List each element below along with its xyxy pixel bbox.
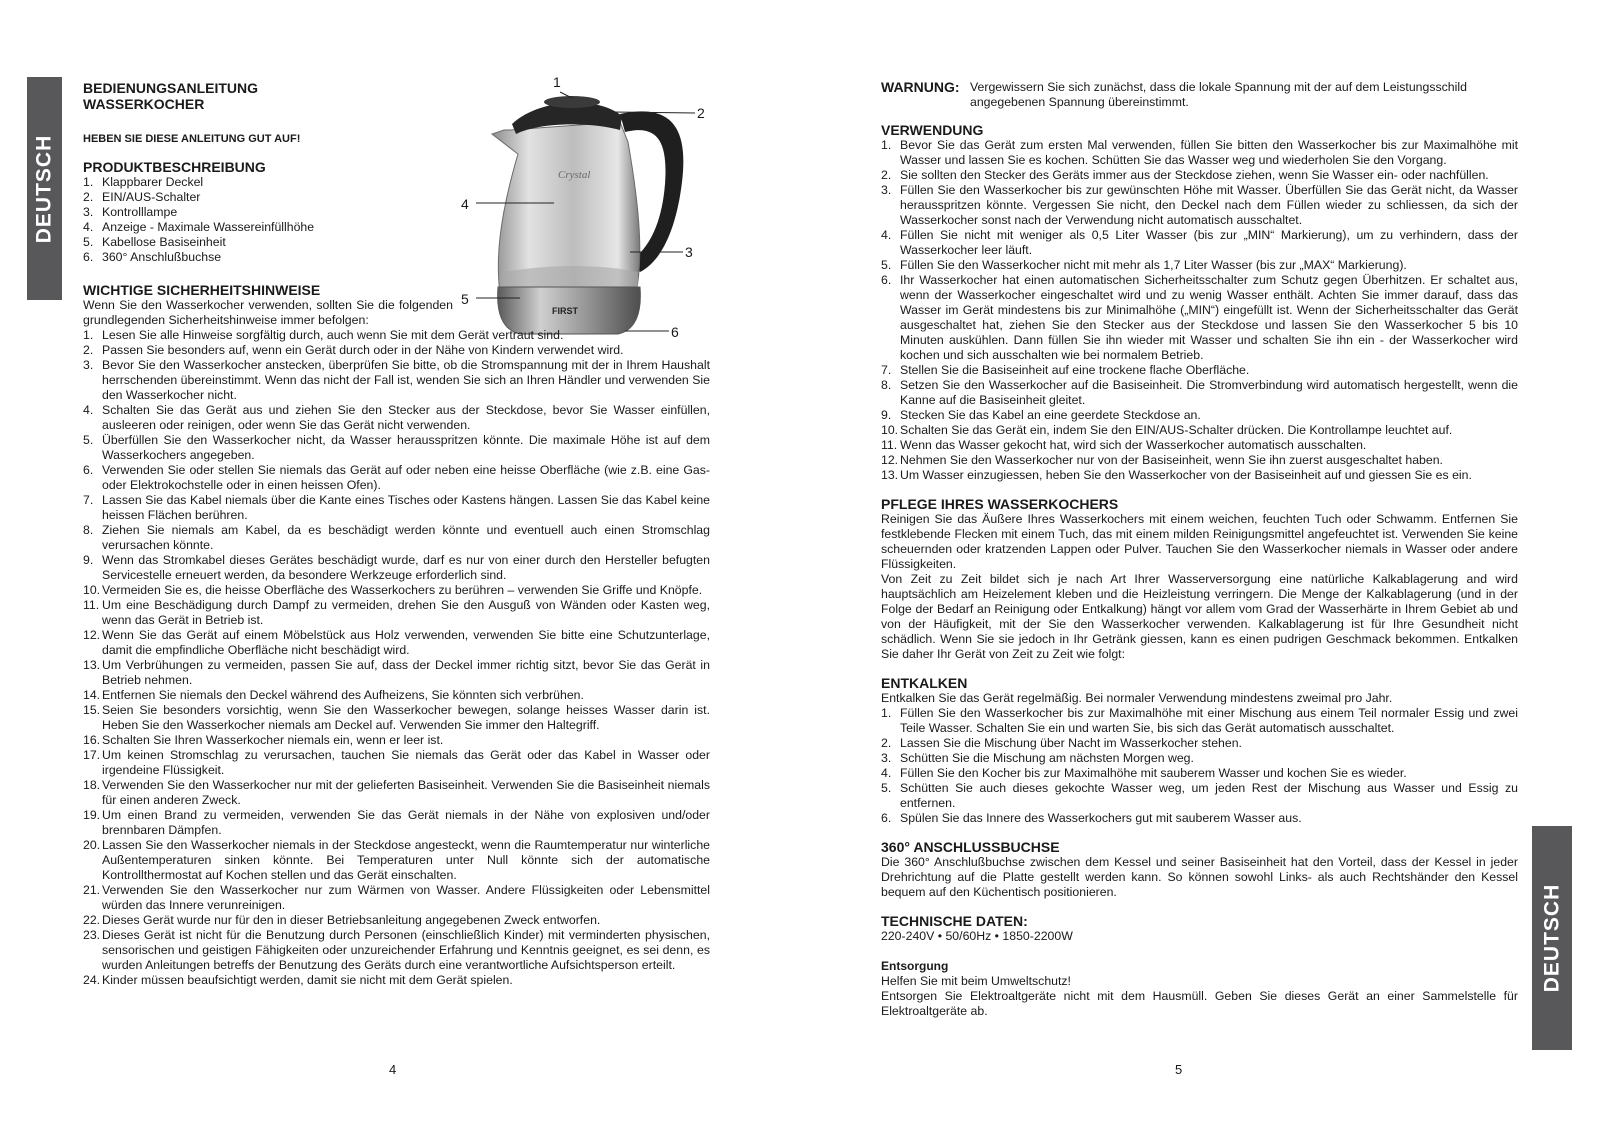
keep-note: HEBEN SIE DIESE ANLEITUNG GUT AUF! xyxy=(83,133,301,145)
list-item-number: 9. xyxy=(881,408,892,422)
list-item-number: 8. xyxy=(881,378,892,392)
list-item-text: 360° Anschlußbuchse xyxy=(102,250,222,264)
list-item xyxy=(83,628,710,658)
list-item xyxy=(83,688,710,703)
list-item xyxy=(881,453,1518,468)
list-item-text: Lassen Sie die Mischung über Nacht im Wasserkocher stehen. xyxy=(900,736,1242,750)
list-item-number: 1. xyxy=(83,175,94,189)
list-item-text: Schütten Sie die Mischung am nächsten Morgen weg. xyxy=(900,751,1194,765)
list-item-text: Spülen Sie das Innere des Wasserkochers gut mit sauberem Wasser aus. xyxy=(900,811,1302,825)
list-item-number: 1. xyxy=(83,328,94,342)
tech-heading: TECHNISCHE DATEN: xyxy=(881,913,1028,929)
warning-label: WARNUNG: xyxy=(881,79,960,95)
list-item-number: 5. xyxy=(881,781,892,795)
callout-2: 2 xyxy=(697,105,705,121)
list-item xyxy=(881,766,1518,781)
list-item xyxy=(83,328,710,343)
list-item xyxy=(881,183,1518,228)
list-item-text: Schütten Sie auch dieses gekochte Wasser weg, um jeden Rest der Mischung aus Wasser und Essig zu entfernen. xyxy=(900,781,1518,810)
list-item-text: Wenn das Wasser gekocht hat, wird sich der Wasserkocher automatisch ausschalten. xyxy=(900,438,1367,452)
list-item-number: 17. xyxy=(83,748,101,762)
list-item-text: Stellen Sie die Basiseinheit auf eine trockene flache Oberfläche. xyxy=(900,363,1250,377)
list-item-text: Dieses Gerät wurde nur für den in dieser Betriebsanleitung angegebenen Zweck entworfen. xyxy=(102,913,601,927)
list-item-text: Bevor Sie das Gerät zum ersten Mal verwenden, füllen Sie bitten den Wasserkocher bis zur Maximalhöhe mit Wasser und lassen Sie es kochen. Schütten Sie das Wasser weg und wiederholen Sie den Vorgang. xyxy=(900,138,1518,167)
list-item xyxy=(83,658,710,688)
safety-heading: WICHTIGE SICHERHEITSHINWEISE xyxy=(83,282,321,298)
list-item-number: 6. xyxy=(83,250,94,264)
list-item-text: Verwenden Sie den Wasserkocher nur zum Wärmen von Wasser. Andere Flüssigkeiten oder Lebensmittel würden das Innere verunreinigen. xyxy=(102,883,710,912)
care-heading: PFLEGE IHRES WASSERKOCHERS xyxy=(881,496,1119,512)
list-item-text: Um einen Brand zu vermeiden, verwenden Sie das Gerät niemals in der Nähe von explosiven und/oder brennbaren Dämpfen. xyxy=(102,808,710,837)
list-item xyxy=(881,438,1518,453)
list-item xyxy=(881,363,1518,378)
socket-section xyxy=(881,839,1518,900)
list-item-text: Füllen Sie den Wasserkocher bis zur Maximalhöhe mit einer Mischung aus einem Teil normaler Essig und zwei Teile Wasser. Schalten Sie ein und warten Sie, bis sich das Gerät automatisch ausschaltet. xyxy=(900,706,1518,735)
list-item-number: 11. xyxy=(881,438,898,452)
doc-title-line1: BEDIENUNGSANLEITUNG xyxy=(83,80,259,96)
list-item-number: 3. xyxy=(881,751,892,765)
list-item xyxy=(83,733,710,748)
list-item-number: 12. xyxy=(83,628,101,642)
disposal-section xyxy=(881,959,1518,1019)
list-item xyxy=(83,523,710,553)
list-item-text: Ziehen Sie niemals am Kabel, da es beschädigt werden könnte und eventuell auch einen Stromschlag verursachen könnte. xyxy=(102,523,710,552)
list-item-text: Sie sollten den Stecker des Geräts immer aus der Steckdose ziehen, wenn Sie Wasser ein- oder nachfüllen. xyxy=(900,168,1489,182)
callout-3: 3 xyxy=(685,244,693,260)
list-item-number: 6. xyxy=(881,273,892,287)
list-item-number: 5. xyxy=(83,433,94,447)
list-item-number: 20. xyxy=(83,838,101,852)
tech-text: 220-240V • 50/60Hz • 1850-2200W xyxy=(881,929,1073,943)
usage-heading: VERWENDUNG xyxy=(881,122,984,138)
kettle-glass-text: Crystal xyxy=(558,169,591,181)
list-item-text: Bevor Sie den Wasserkocher anstecken, überprüfen Sie bitte, ob die Stromspannung mit der in Ihrem Haushalt herrschenden übereinstimmt. Wenn das nicht der Fall ist, wenden Sie sich an Ihren Händler und verwenden Sie den Wasserkocher nicht. xyxy=(102,358,710,402)
language-tab-right xyxy=(1532,826,1572,1050)
list-item xyxy=(881,751,1518,766)
list-item xyxy=(83,250,453,265)
list-item-number: 5. xyxy=(881,258,892,272)
list-item-number: 4. xyxy=(881,228,892,242)
list-item-text: Klappbarer Deckel xyxy=(102,175,204,189)
list-item-number: 10. xyxy=(83,583,101,597)
list-item xyxy=(881,423,1518,438)
list-item-number: 24. xyxy=(83,973,101,987)
list-item-text: Anzeige - Maximale Wassereinfüllhöhe xyxy=(102,220,315,234)
product-list xyxy=(83,175,453,265)
kettle-brand-text: FIRST xyxy=(552,306,578,316)
usage-section xyxy=(881,122,1518,483)
list-item-number: 13. xyxy=(881,468,899,482)
list-item xyxy=(83,703,710,733)
list-item-text: Kinder müssen beaufsichtigt werden, damit sie nicht mit dem Gerät spielen. xyxy=(102,973,513,987)
list-item xyxy=(881,138,1518,168)
list-item-number: 19. xyxy=(83,808,101,822)
list-item xyxy=(83,778,710,808)
list-item-text: Lassen Sie das Kabel niemals über die Kante eines Tisches oder Kastens hängen. Lassen Sie das Kabel keine heissen Flächen berühren. xyxy=(102,493,710,522)
callout-6: 6 xyxy=(671,324,679,340)
warning-block xyxy=(881,80,1518,110)
list-item-text: Stecken Sie das Kabel an eine geerdete Steckdose an. xyxy=(900,408,1201,422)
callout-4: 4 xyxy=(461,196,469,212)
language-tab-left xyxy=(27,77,62,300)
list-item xyxy=(83,808,710,838)
language-tab-left-label: DEUTSCH xyxy=(32,134,56,243)
list-item xyxy=(83,883,710,913)
list-item-text: Entfernen Sie niemals den Deckel während des Aufheizens, Sie könnten sich verbrühen. xyxy=(102,688,584,702)
list-item-number: 2. xyxy=(881,168,892,182)
safety-intro: Wenn Sie den Wasserkocher verwenden, sollten Sie die folgenden grundlegenden Sicherheitshinweise immer befolgen: xyxy=(83,298,453,327)
list-item-number: 1. xyxy=(881,138,892,152)
list-item-text: Schalten Sie das Gerät ein, indem Sie den EIN/AUS-Schalter drücken. Die Kontrollampe leuchtet auf. xyxy=(900,423,1453,437)
list-item-number: 15. xyxy=(83,703,101,717)
list-item-number: 22. xyxy=(83,913,101,927)
callout-5: 5 xyxy=(461,291,469,307)
list-item-number: 7. xyxy=(881,363,892,377)
descale-intro: Entkalken Sie das Gerät regelmäßig. Bei normaler Verwendung mindestens zweimal pro Jahr. xyxy=(881,691,1393,705)
language-tab-right-label: DEUTSCH xyxy=(1540,883,1564,993)
list-item-number: 3. xyxy=(83,205,94,219)
descale-heading: ENTKALKEN xyxy=(881,675,968,691)
list-item xyxy=(83,928,710,973)
list-item-text: Kabellose Basiseinheit xyxy=(102,235,226,249)
list-item xyxy=(83,205,453,220)
list-item-number: 12. xyxy=(881,453,899,467)
list-item-number: 9. xyxy=(83,553,94,567)
list-item xyxy=(83,433,710,463)
page-number-right: 5 xyxy=(1175,1062,1183,1077)
list-item xyxy=(83,583,710,598)
list-item xyxy=(83,973,710,988)
list-item xyxy=(881,168,1518,183)
list-item-text: Überfüllen Sie den Wasserkocher nicht, da Wasser herausspritzen könnte. Die maximale Höhe ist auf dem Wasserkochers angegeben. xyxy=(102,433,710,462)
list-item xyxy=(83,175,453,190)
list-item-text: Ihr Wasserkocher hat einen automatischen Sicherheitsschalter zum Schutz gegen Überhitzen. Er schaltet aus, wenn der Wasserkocher eingeschaltet wird und zu wenig Wasser enthält. Achten Sie immer darauf, dass das Wasser im Gerät mindestens bis zur Minimalhöhe („MIN“) eingefüllt ist. Wenn der Sicherheitsschalter das Gerät ausgeschaltet hat, ziehen Sie den Stecker aus der Steckdose und lassen Sie den Wasserkocher 5 bis 10 Minuten auskühlen. Dann füllen Sie ihn wieder mit Wasser und schalten Sie ihn ein - der Wasserkocher wird kochen und sich ausschalten wie bei normalem Betrieb. xyxy=(900,273,1518,362)
list-item-number: 10. xyxy=(881,423,899,437)
list-item-text: Um Verbrühungen zu vermeiden, passen Sie auf, dass der Deckel immer richtig sitzt, bevor Sie das Gerät in Betrieb nehmen. xyxy=(102,658,710,687)
list-item xyxy=(881,378,1518,408)
list-item-text: Um keinen Stromschlag zu verursachen, tauchen Sie niemals das Gerät oder das Kabel in Wasser oder irgendeine Flüssigkeit. xyxy=(102,748,710,777)
list-item-number: 5. xyxy=(83,235,94,249)
list-item xyxy=(881,811,1518,826)
list-item-number: 11. xyxy=(83,598,100,612)
socket-heading: 360° ANSCHLUSSBUCHSE xyxy=(881,839,1060,855)
list-item-text: Verwenden Sie den Wasserkocher nur mit der gelieferten Basiseinheit. Verwenden Sie die Basiseinheit niemals für einen anderen Zweck. xyxy=(102,778,710,807)
doc-title-line2: WASSERKOCHER xyxy=(83,96,205,112)
list-item-text: Wenn Sie das Gerät auf einem Möbelstück aus Holz verwenden, verwenden Sie bitte eine Schutzunterlage, damit die empfindliche Oberfläche nicht beschädigt wird. xyxy=(102,628,710,657)
list-item-number: 2. xyxy=(83,190,94,204)
usage-list xyxy=(881,138,1518,483)
list-item xyxy=(83,190,453,205)
list-item xyxy=(881,258,1518,273)
list-item xyxy=(83,220,453,235)
socket-text: Die 360° Anschlußbuchse zwischen dem Kessel und seiner Basiseinheit hat den Vorteil, dass der Kessel in jeder Drehrichtung auf die Platte gestellt werden kann. So können sowohl Links- als auch Rechtshänder den Kessel bequem auf den Küchentisch positionieren. xyxy=(881,855,1518,899)
list-item xyxy=(881,468,1518,483)
list-item-text: Lassen Sie den Wasserkocher niemals in der Steckdose angesteckt, wenn die Raumtemperatur nur winterliche Außentemperaturen sinken könnte. Bei Temperaturen unter Null könnte sich der automatische Kontrollthermostat auf Kochen stellen und das Gerät einschalten. xyxy=(102,838,710,882)
list-item-number: 4. xyxy=(83,403,94,417)
list-item-number: 1. xyxy=(881,706,892,720)
list-item-text: Nehmen Sie den Wasserkocher nur von der Basiseinheit, wenn Sie ihn zuerst ausgeschaltet haben. xyxy=(900,453,1443,467)
list-item-text: Füllen Sie nicht mit weniger als 0,5 Liter Wasser (bis zur „MIN“ Markierung), um zu verhindern, dass der Wasserkocher leer läuft. xyxy=(900,228,1518,257)
list-item-number: 3. xyxy=(881,183,892,197)
list-item xyxy=(83,493,710,523)
list-item-number: 6. xyxy=(83,463,94,477)
list-item xyxy=(83,343,710,358)
list-item-text: Füllen Sie den Kocher bis zur Maximalhöhe mit sauberem Wasser und kochen Sie es wieder. xyxy=(900,766,1407,780)
care-paragraph-2: Von Zeit zu Zeit bildet sich je nach Art Ihrer Wasserversorgung eine natürliche Kalkablagerung and wird hauptsächlich am Heizelement kleben und die Heizleistung verringern. Die Menge der Kalkablagerung (und in der Folge der Bedarf an Reinigung oder Entkalkung) hängt vor allem vom Grad der Wasserhärte in Ihrem Gebiet ab und von der Häufigkeit, mit der Sie den Wasserkocher verwenden. Kalkablagerung ist für Ihre Gesundheit nicht schädlich. Wenn Sie sie jedoch in Ihr Getränk giessen, kann es einen pudrigen Geschmack bekommen. Entkalken Sie daher Ihr Gerät von Zeit zu Zeit wie folgt: xyxy=(881,572,1518,661)
list-item xyxy=(881,781,1518,811)
list-item-number: 23. xyxy=(83,928,101,942)
disposal-heading: Entsorgung xyxy=(881,959,949,973)
list-item xyxy=(83,358,710,403)
list-item xyxy=(881,706,1518,736)
list-item-text: Verwenden Sie oder stellen Sie niemals das Gerät auf oder neben eine heisse Oberfläche (wie z.B. eine Gas- oder Elektrokochstelle oder in einen heissen Ofen). xyxy=(102,463,710,492)
descale-section xyxy=(881,675,1518,826)
disposal-line-2: Entsorgen Sie Elektroaltgeräte nicht mit dem Hausmüll. Geben Sie dieses Gerät an einer Sammelstelle für Elektroaltgeräte ab. xyxy=(881,989,1518,1018)
list-item-number: 4. xyxy=(83,220,94,234)
list-item-text: Seien Sie besonders vorsichtig, wenn Sie den Wasserkocher bewegen, solange heisses Wasser darin ist. Heben Sie den Wasserkocher niemals am Deckel auf. Verwenden Sie immer den Haltegriff. xyxy=(102,703,710,732)
list-item-number: 18. xyxy=(83,778,101,792)
warning-text: Vergewissern Sie sich zunächst, dass die lokale Spannung mit der auf dem Leistungsschild angegebenen Spannung übereinstimmt. xyxy=(970,80,1467,109)
list-item-number: 3. xyxy=(83,358,94,372)
list-item xyxy=(881,736,1518,751)
list-item-number: 6. xyxy=(881,811,892,825)
list-item-number: 16. xyxy=(83,733,101,747)
list-item-text: Schalten Sie Ihren Wasserkocher niemals ein, wenn er leer ist. xyxy=(102,733,444,747)
list-item-number: 2. xyxy=(83,343,94,357)
page-number-left: 4 xyxy=(389,1062,397,1077)
list-item-number: 21. xyxy=(83,883,101,897)
list-item xyxy=(83,748,710,778)
disposal-line-1: Helfen Sie mit beim Umweltschutz! xyxy=(881,974,1071,988)
product-heading: PRODUKTBESCHREIBUNG xyxy=(83,159,266,175)
safety-list xyxy=(83,328,710,988)
list-item xyxy=(83,463,710,493)
list-item xyxy=(881,228,1518,258)
care-section xyxy=(881,496,1518,662)
list-item-text: Wenn das Stromkabel dieses Gerätes beschädigt wurde, darf es nur von einer durch den Hersteller befugten Servicestelle erneuert werden, da besondere Werkzeuge erforderlich sind. xyxy=(102,553,710,582)
list-item xyxy=(83,598,710,628)
list-item xyxy=(83,913,710,928)
list-item-number: 13. xyxy=(83,658,101,672)
list-item-text: EIN/AUS-Schalter xyxy=(102,190,201,204)
left-page xyxy=(83,80,710,1001)
list-item-text: Kontrolllampe xyxy=(102,205,178,219)
list-item-number: 8. xyxy=(83,523,94,537)
care-paragraph-1: Reinigen Sie das Äußere Ihres Wasserkochers mit einem weichen, feuchten Tuch oder Schwamm. Entfernen Sie festklebende Flecken mit einem Tuch, das mit einem milden Reinigungsmittel angefeuchtet ist. Verwenden Sie keine scheuernden oder kratzenden Lappen oder Pulver. Tauchen Sie den Wasserkocher niemals in Wasser oder andere Flüssigkeiten. xyxy=(881,512,1518,571)
list-item-text: Lesen Sie alle Hinweise sorgfältig durch, auch wenn Sie mit dem Gerät vertraut sind. xyxy=(102,328,564,342)
list-item xyxy=(83,235,453,250)
list-item xyxy=(83,403,710,433)
list-item-number: 2. xyxy=(881,736,892,750)
list-item-text: Um eine Beschädigung durch Dampf zu vermeiden, drehen Sie den Ausguß von Wänden oder Kasten weg, wenn das Gerät in Betrieb ist. xyxy=(102,598,710,627)
list-item-text: Schalten Sie das Gerät aus und ziehen Sie den Stecker aus der Steckdose, bevor Sie Wasser einfüllen, ausleeren oder reinigen, oder wenn Sie das Gerät nicht verwenden. xyxy=(102,403,710,432)
descale-list xyxy=(881,706,1518,826)
list-item xyxy=(83,838,710,883)
list-item-text: Vermeiden Sie es, die heisse Oberfläche des Wasserkochers zu berühren – verwenden Sie Griffe und Knöpfe. xyxy=(102,583,703,597)
list-item xyxy=(881,273,1518,363)
right-page xyxy=(881,80,1518,1019)
list-item xyxy=(881,408,1518,423)
list-item xyxy=(83,553,710,583)
tech-section xyxy=(881,913,1518,944)
list-item-text: Füllen Sie den Wasserkocher bis zur gewünschten Höhe mit Wasser. Überfüllen Sie das Gerät nicht, da Wasser herausspritzen könnte. Vergessen Sie nicht, den Deckel nach dem Füllen wieder zu schliessen, da sich der Wasserkocher sonst nach der Verwendung nicht automatisch ausschaltet. xyxy=(900,183,1518,227)
list-item-text: Um Wasser einzugiessen, heben Sie den Wasserkocher von der Basiseinheit auf und giessen Sie es ein. xyxy=(900,468,1472,482)
list-item-text: Füllen Sie den Wasserkocher nicht mit mehr als 1,7 Liter Wasser (bis zur „MAX“ Markierung). xyxy=(900,258,1407,272)
list-item-text: Passen Sie besonders auf, wenn ein Gerät durch oder in der Nähe von Kindern verwendet wird. xyxy=(102,343,624,357)
list-item-text: Setzen Sie den Wasserkocher auf die Basiseinheit. Die Stromverbindung wird automatisch hergestellt, wenn die Kanne auf die Basiseinheit gleitet. xyxy=(900,378,1518,407)
list-item-number: 4. xyxy=(881,766,892,780)
list-item-text: Dieses Gerät ist nicht für die Benutzung durch Personen (einschließlich Kinder) mit verminderten physischen, sensorischen und geistigen Fähigkeiten oder unzureichender Erfahrung und Kenntnis geeignet, es sei denn, es wurden Anleitungen betreffs der Benutzung des Geräts durch eine verantwortliche Aufsichtsperson erteilt. xyxy=(102,928,710,972)
list-item-number: 14. xyxy=(83,688,101,702)
safety-section xyxy=(83,282,710,988)
list-item-number: 7. xyxy=(83,493,94,507)
product-description xyxy=(83,159,710,265)
callout-1: 1 xyxy=(553,74,561,90)
